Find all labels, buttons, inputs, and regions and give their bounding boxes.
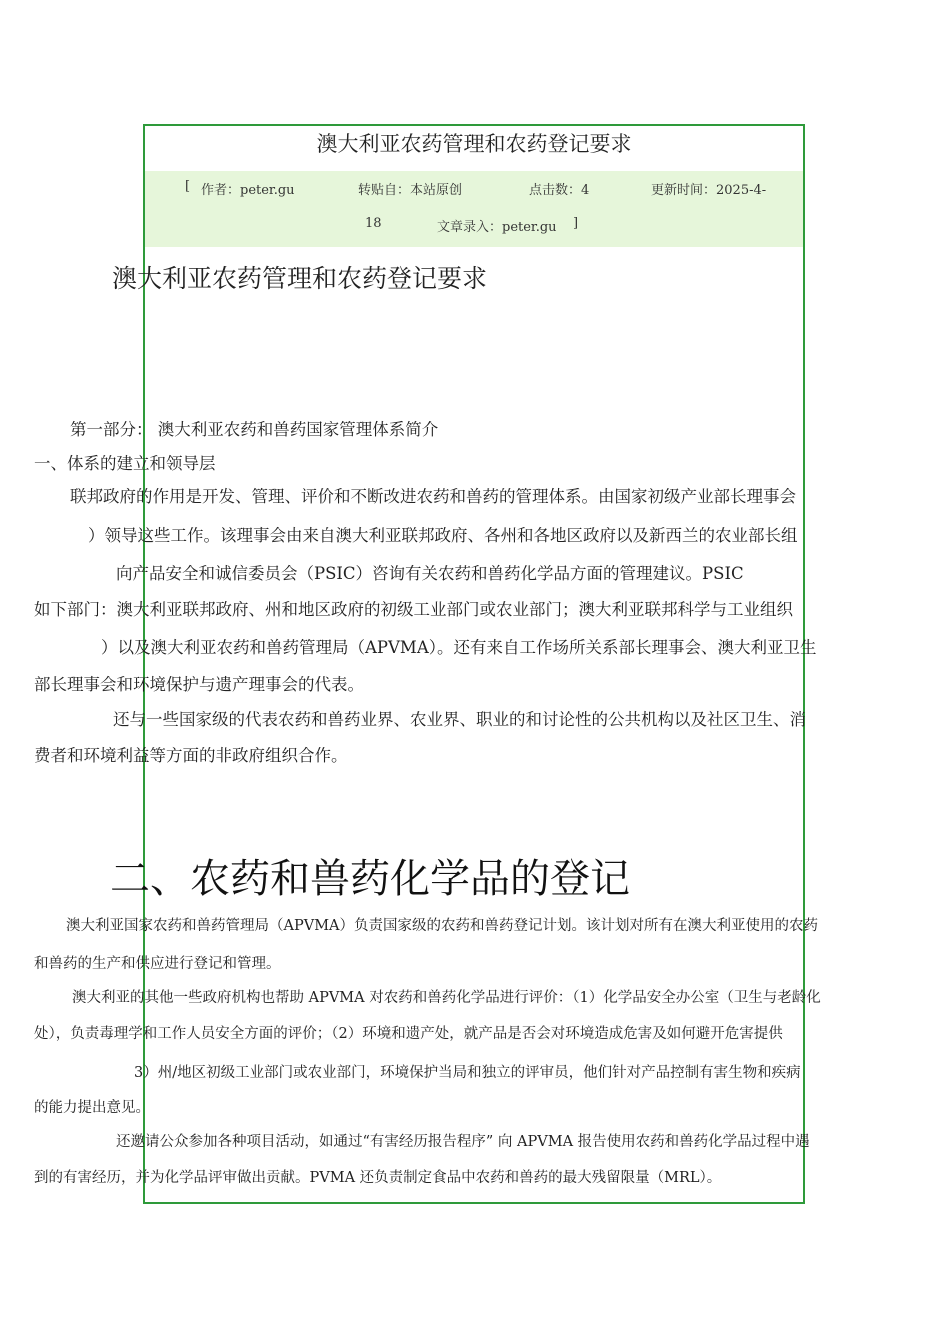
paragraph-line: 处），负责毒理学和工作人员安全方面的评价；（2）环境和遗产处，就产品是否会对环境造成危害及如何避开危害提供 bbox=[34, 1026, 783, 1042]
paragraph-line: 和兽药的生产和供应进行登记和管理。 bbox=[34, 956, 281, 972]
meta-hits: 点击数：4 bbox=[529, 183, 590, 198]
meta-source: 转贴自：本站原创 bbox=[358, 183, 463, 198]
paragraph-line: ）领导这些工作。该理事会由来自澳大利亚联邦政府、各州和各地区政府以及新西兰的农业部长组 bbox=[88, 526, 798, 545]
part-one-title: 第一部分： 澳大利亚农药和兽药国家管理体系简介 bbox=[70, 420, 439, 439]
meta-editor: 文章录入：peter.gu bbox=[437, 220, 557, 235]
paragraph-line: ）以及澳大利亚农药和兽药管理局（APVMA）。还有来自工作场所关系部长理事会、澳大利亚卫生 bbox=[101, 638, 817, 657]
paragraph-line: 的能力提出意见。 bbox=[34, 1100, 150, 1116]
meta-updated-cont: 18 bbox=[365, 216, 382, 231]
article-meta bbox=[145, 171, 803, 247]
meta-open-bracket: [ bbox=[185, 179, 191, 194]
paragraph-line: 3）州/地区初级工业部门或农业部门，环境保护当局和独立的评审员，他们针对产品控制有害生物和疾病 bbox=[134, 1065, 801, 1081]
paragraph-line: 到的有害经历，并为化学品评审做出贡献。PVMA 还负责制定食品中农药和兽药的最大残留限量（MRL）。 bbox=[34, 1170, 722, 1186]
paragraph-line: 联邦政府的作用是开发、管理、评价和不断改进农药和兽药的管理体系。由国家初级产业部长理事会 bbox=[70, 487, 796, 506]
paragraph-line: 还与一些国家级的代表农药和兽药业界、农业界、职业的和讨论性的公共机构以及社区卫生、消 bbox=[113, 710, 806, 729]
paragraph-line: 还邀请公众参加各种项目活动，如通过“有害经历报告程序” 向 APVMA 报告使用农药和兽药化学品过程中遇 bbox=[116, 1134, 810, 1150]
paragraph-line: 部长理事会和环境保护与遗产理事会的代表。 bbox=[34, 675, 364, 694]
section-one-title: 一、体系的建立和领导层 bbox=[34, 454, 216, 473]
meta-close-bracket: ] bbox=[573, 216, 579, 231]
meta-author: 作者：peter.gu bbox=[201, 183, 295, 198]
meta-updated: 更新时间：2025-4- bbox=[651, 183, 767, 198]
paragraph-line: 费者和环境利益等方面的非政府组织合作。 bbox=[34, 746, 348, 765]
paragraph-line: 如下部门：澳大利亚联邦政府、州和地区政府的初级工业部门或农业部门；澳大利亚联邦科学与工业组织 bbox=[34, 600, 793, 619]
article-title: 澳大利亚农药管理和农药登记要求 bbox=[316, 132, 632, 156]
content-heading: 澳大利亚农药管理和农药登记要求 bbox=[112, 264, 488, 293]
paragraph-line: 向产品安全和诚信委员会（PSIC）咨询有关农药和兽药化学品方面的管理建议。PSIC bbox=[116, 564, 744, 583]
paragraph-line: 澳大利亚国家农药和兽药管理局（APVMA）负责国家级的农药和兽药登记计划。该计划对所有在澳大利亚使用的农药 bbox=[66, 918, 819, 934]
paragraph-line: 澳大利亚的其他一些政府机构也帮助 APVMA 对农药和兽药化学品进行评价：（1）化学品安全办公室（卫生与老龄化 bbox=[72, 990, 821, 1006]
section-two-title: 二、农药和兽药化学品的登记 bbox=[110, 856, 630, 902]
